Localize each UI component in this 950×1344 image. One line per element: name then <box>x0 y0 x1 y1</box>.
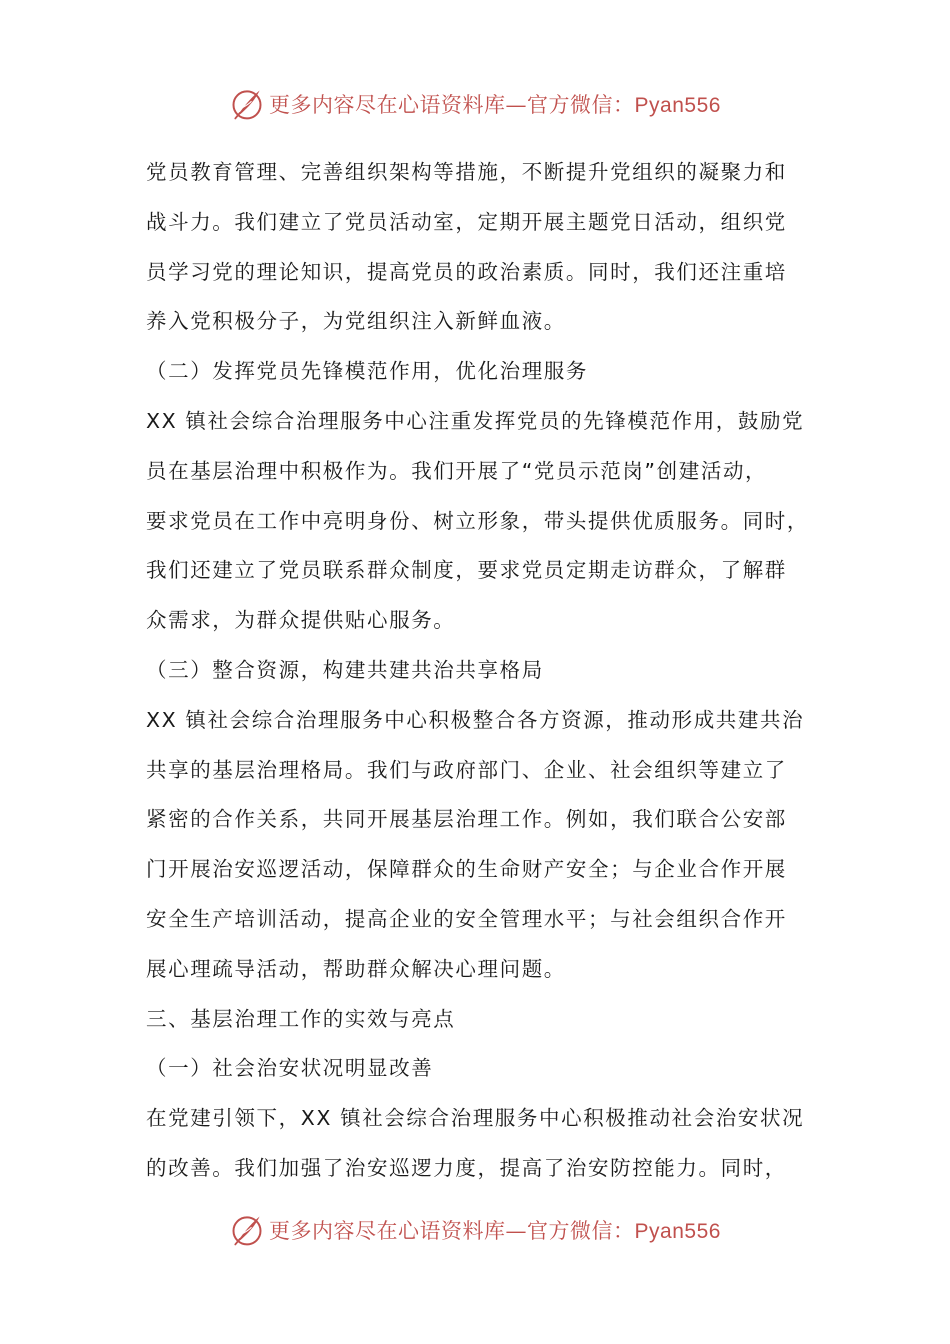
section-heading: （一）社会治安状况明显改善 <box>146 1056 434 1081</box>
body-line: 众需求，为群众提供贴心服务。 <box>146 608 456 633</box>
body-line: XX 镇社会综合治理服务中心积极整合各方资源，推动形成共建共治 <box>146 707 805 732</box>
header-wechat-handle: Pyan556 <box>634 94 721 117</box>
header-watermark <box>0 84 950 124</box>
quill-logo-icon <box>229 86 265 122</box>
body-line: XX 镇社会综合治理服务中心注重发挥党员的先锋模范作用，鼓励党 <box>146 408 805 433</box>
body-line: 的改善。我们加强了治安巡逻力度，提高了治安防控能力。同时， <box>146 1155 787 1180</box>
footer-watermark-text: 更多内容尽在心语资料库—官方微信：Pyan556 <box>269 1219 721 1243</box>
section-heading: （三）整合资源，构建共建共治共享格局 <box>146 657 544 682</box>
body-line: 员在基层治理中积极作为。我们开展了“党员示范岗”创建活动， <box>146 458 768 483</box>
body-line: 门开展治安巡逻活动，保障群众的生命财产安全；与企业合作开展 <box>146 857 787 882</box>
body-line: 展心理疏导活动，帮助群众解决心理问题。 <box>146 956 566 981</box>
quill-logo-icon <box>229 1212 265 1248</box>
header-watermark-text: 更多内容尽在心语资料库—官方微信：Pyan556 <box>269 93 721 117</box>
footer-watermark <box>0 1210 950 1250</box>
body-line: 养入党积极分子，为党组织注入新鲜血液。 <box>146 309 566 334</box>
body-line: 我们还建立了党员联系群众制度，要求党员定期走访群众，了解群 <box>146 558 787 583</box>
chapter-heading: 三、基层治理工作的实效与亮点 <box>146 1006 456 1031</box>
section-heading: （二）发挥党员先锋模范作用，优化治理服务 <box>146 359 588 384</box>
body-line: 在党建引领下，XX 镇社会综合治理服务中心积极推动社会治安状况 <box>146 1106 805 1131</box>
body-line: 要求党员在工作中亮明身份、树立形象，带头提供优质服务。同时， <box>146 508 809 533</box>
footer-wechat-handle: Pyan556 <box>634 1220 721 1243</box>
document-body <box>146 148 810 1194</box>
body-line: 安全生产培训活动，提高企业的安全管理水平；与社会组织合作开 <box>146 906 787 931</box>
body-line: 共享的基层治理格局。我们与政府部门、企业、社会组织等建立了 <box>146 757 787 782</box>
body-line: 员学习党的理论知识，提高党员的政治素质。同时，我们还注重培 <box>146 259 787 284</box>
body-line: 紧密的合作关系，共同开展基层治理工作。例如，我们联合公安部 <box>146 807 787 832</box>
body-line: 党员教育管理、完善组织架构等措施，不断提升党组织的凝聚力和 <box>146 160 787 184</box>
body-line: 战斗力。我们建立了党员活动室，定期开展主题党日活动，组织党 <box>146 209 787 234</box>
